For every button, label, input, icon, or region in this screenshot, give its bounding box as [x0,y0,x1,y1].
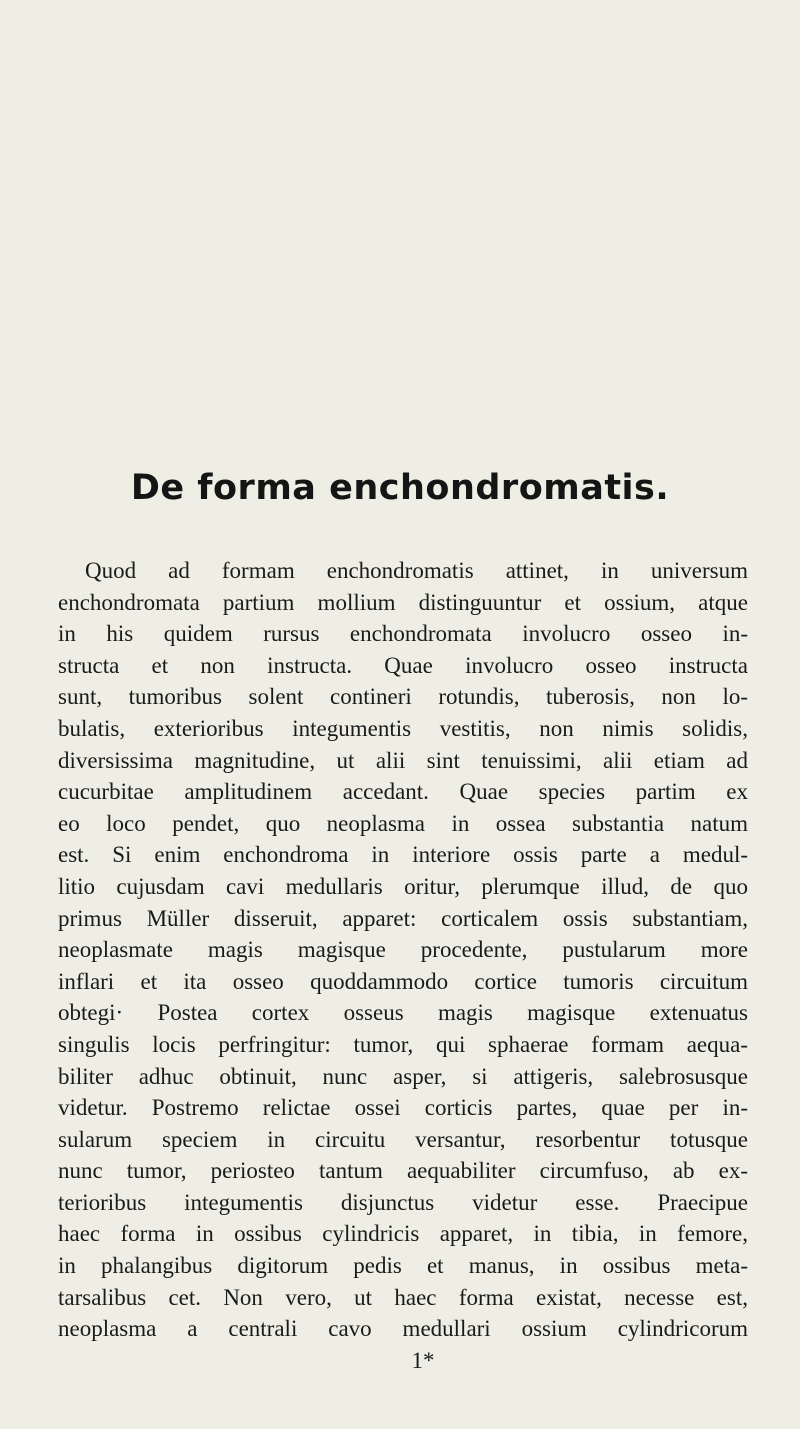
section-heading: De forma enchondromatis. [130,468,670,508]
text-line: sunt, tumoribus solent contineri rotundis, tuberosis, non lo- [58,684,748,710]
text-line: in phalangibus digitorum pedis et manus, in ossibus meta- [58,1253,748,1279]
text-line: terioribus integumentis disjunctus videtur esse. Praecipue [58,1189,748,1215]
text-line: videtur. Postremo relictae ossei corticis partes, quae per in- [58,1095,748,1121]
text-line: litio cujusdam cavi medullaris oritur, plerumque illud, de quo [58,873,748,899]
text-line: structa et non instructa. Quae involucro osseo instructa [58,652,748,678]
text-line: biliter adhuc obtinuit, nunc asper, si attigeris, salebrosusque [58,1063,748,1089]
text-line: eo loco pendet, quo neoplasma in ossea substantia natum [58,810,748,836]
text-line: est. Si enim enchondroma in interiore ossis parte a medul- [58,842,748,868]
text-line: nunc tumor, periosteo tantum aequabiliter circumfuso, ab ex- [58,1158,748,1184]
text-line: diversissima magnitudine, ut alii sint tenuissimi, alii etiam ad [58,747,748,773]
text-line: in his quidem rursus enchondromata involucro osseo in- [58,621,748,647]
text-line: obtegi· Postea cortex osseus magis magisque extenuatus [58,1000,748,1026]
text-line: cucurbitae amplitudinem accedant. Quae species partim ex [58,779,748,805]
text-line: bulatis, exterioribus integumentis vestitis, non nimis solidis, [58,715,748,741]
text-line: enchondromata partium mollium distinguuntur et ossium, atque [58,589,748,615]
text-line: primus Müller disseruit, apparet: corticalem ossis substantiam, [58,905,748,931]
text-line: neoplasmate magis magisque procedente, pustularum more [58,937,748,963]
text-line: tarsalibus cet. Non vero, ut haec forma existat, necesse est, [58,1284,748,1310]
text-line: sularum speciem in circuitu versantur, resorbentur totusque [58,1126,748,1152]
text-line: singulis locis perfringitur: tumor, qui sphaerae formam aequa- [58,1031,748,1057]
text-line: inflari et ita osseo quoddammodo cortice tumoris circuitum [58,968,748,994]
text-line: Quod ad formam enchondromatis attinet, in universum [85,558,748,583]
signature-mark: 1* [411,1347,435,1373]
text-line: haec forma in ossibus cylindricis apparet, in tibia, in femore, [58,1221,748,1247]
text-line: neoplasma a centrali cavo medullari ossium cylindricorum [58,1316,748,1342]
paragraph [58,555,748,1376]
